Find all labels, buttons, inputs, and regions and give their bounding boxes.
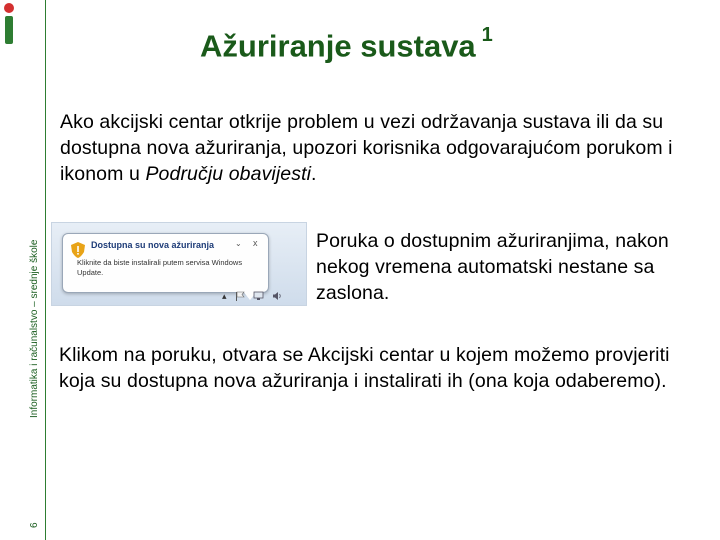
close-icon[interactable]: x — [253, 238, 258, 248]
slide-title-text: Ažuriranje sustava — [200, 28, 476, 64]
title-superscript: 1 — [481, 24, 493, 46]
balloon-title: Dostupna su nova ažuriranja — [91, 240, 215, 250]
page-number: 6 — [29, 522, 40, 528]
flag-icon[interactable] — [235, 291, 245, 301]
update-notification-balloon[interactable] — [62, 233, 269, 293]
action-center-paragraph: Klikom na poruku, otvara se Akcijski centar u kojem možemo provjeriti koja su dostupna nova ažuriranja i instalirati ih (ona koja odaberemo). — [59, 344, 670, 392]
intro-paragraph — [60, 109, 710, 187]
system-tray — [222, 289, 283, 303]
intro-italic: Području obavijesti — [145, 163, 312, 185]
sysprint-logo — [2, 2, 16, 46]
notification-screenshot — [51, 222, 307, 306]
speaker-icon[interactable] — [272, 291, 283, 301]
shield-warning-icon — [71, 242, 85, 258]
balloon-text: Kliknite da biste instalirali putem servisa Windows Update. — [77, 258, 243, 277]
options-chevron-icon[interactable]: ⌄ — [235, 239, 242, 248]
sidebar-caption: Informatika i računalstvo – srednje škole — [29, 239, 40, 418]
slide-title — [200, 24, 493, 64]
notification-paragraph: Poruka o dostupnim ažuriranjima, nakon nekog vremena automatski nestane sa zaslona. — [316, 230, 669, 304]
network-icon[interactable] — [253, 291, 264, 301]
intro-text: Ako akcijski centar otkrije problem u vezi održavanja sustava ili da su dostupna nova ažuriranja, upozori korisnika odgovarajućom porukom i ikonom u — [60, 111, 673, 185]
sidebar-divider — [45, 0, 46, 540]
intro-end: . — [311, 163, 317, 185]
chevron-icon[interactable]: ▴ — [222, 290, 227, 301]
